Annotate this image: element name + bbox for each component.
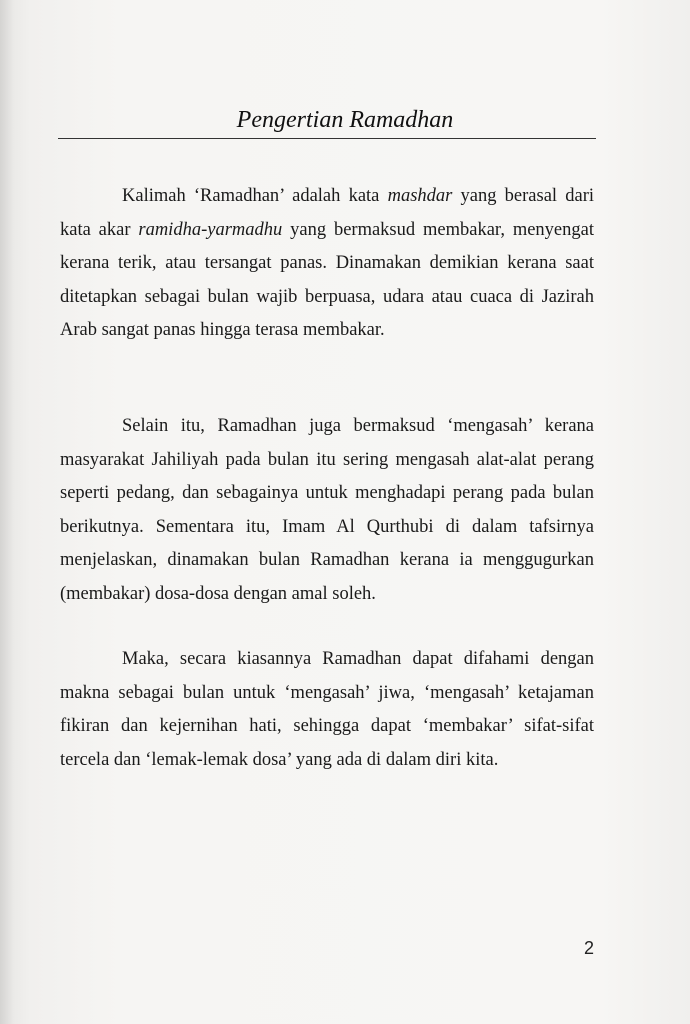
paragraph-definition — [60, 180, 594, 348]
paragraph-1-part-2: yang berasal dari kata akar — [60, 186, 594, 240]
spine-shadow — [0, 0, 14, 1024]
page-number: 2 — [583, 938, 594, 958]
title-underline — [58, 138, 596, 139]
paragraph-1-part-3: yang bermaksud membakar, menyengat kerana terik, atau tersangat panas. Dinamakan demikian kerana saat ditetapkan sebagai bulan wajib berpuasa, udara atau cuaca di Jazirah Arab sangat panas hingga terasa membakar. — [60, 219, 594, 340]
paragraph-1-part-1: Kalimah ‘Ramadhan’ adalah kata — [122, 186, 388, 206]
term-mashdar: mashdar — [387, 186, 453, 206]
chapter-title: Pengertian Ramadhan — [236, 107, 454, 133]
paragraph-kiasan: Maka, secara kiasannya Ramadhan dapat difahami dengan makna sebagai bulan untuk ‘mengasah’ jiwa, ‘mengasah’ ketajaman fikiran dan kejernihan hati, sehingga dapat ‘membakar’ sifat-sifat tercela dan ‘lemak-lemak dosa’ yang ada di dalam diri kita. — [60, 649, 594, 770]
term-ramidha-yarmadhu: ramidha-yarmadhu — [138, 219, 283, 240]
paragraph-mengasah: Selain itu, Ramadhan juga bermaksud ‘mengasah’ kerana masyarakat Jahiliyah pada bulan itu sering mengasah alat-alat perang seperti pedang, dan sebagainya untuk menghadapi perang pada bulan berikutnya. Sementara itu, Imam Al Qurthubi di dalam tafsirnya menjelaskan, dinamakan bulan Ramadhan kerana ia menggugurkan (membakar) dosa-dosa dengan amal soleh. — [60, 416, 594, 604]
